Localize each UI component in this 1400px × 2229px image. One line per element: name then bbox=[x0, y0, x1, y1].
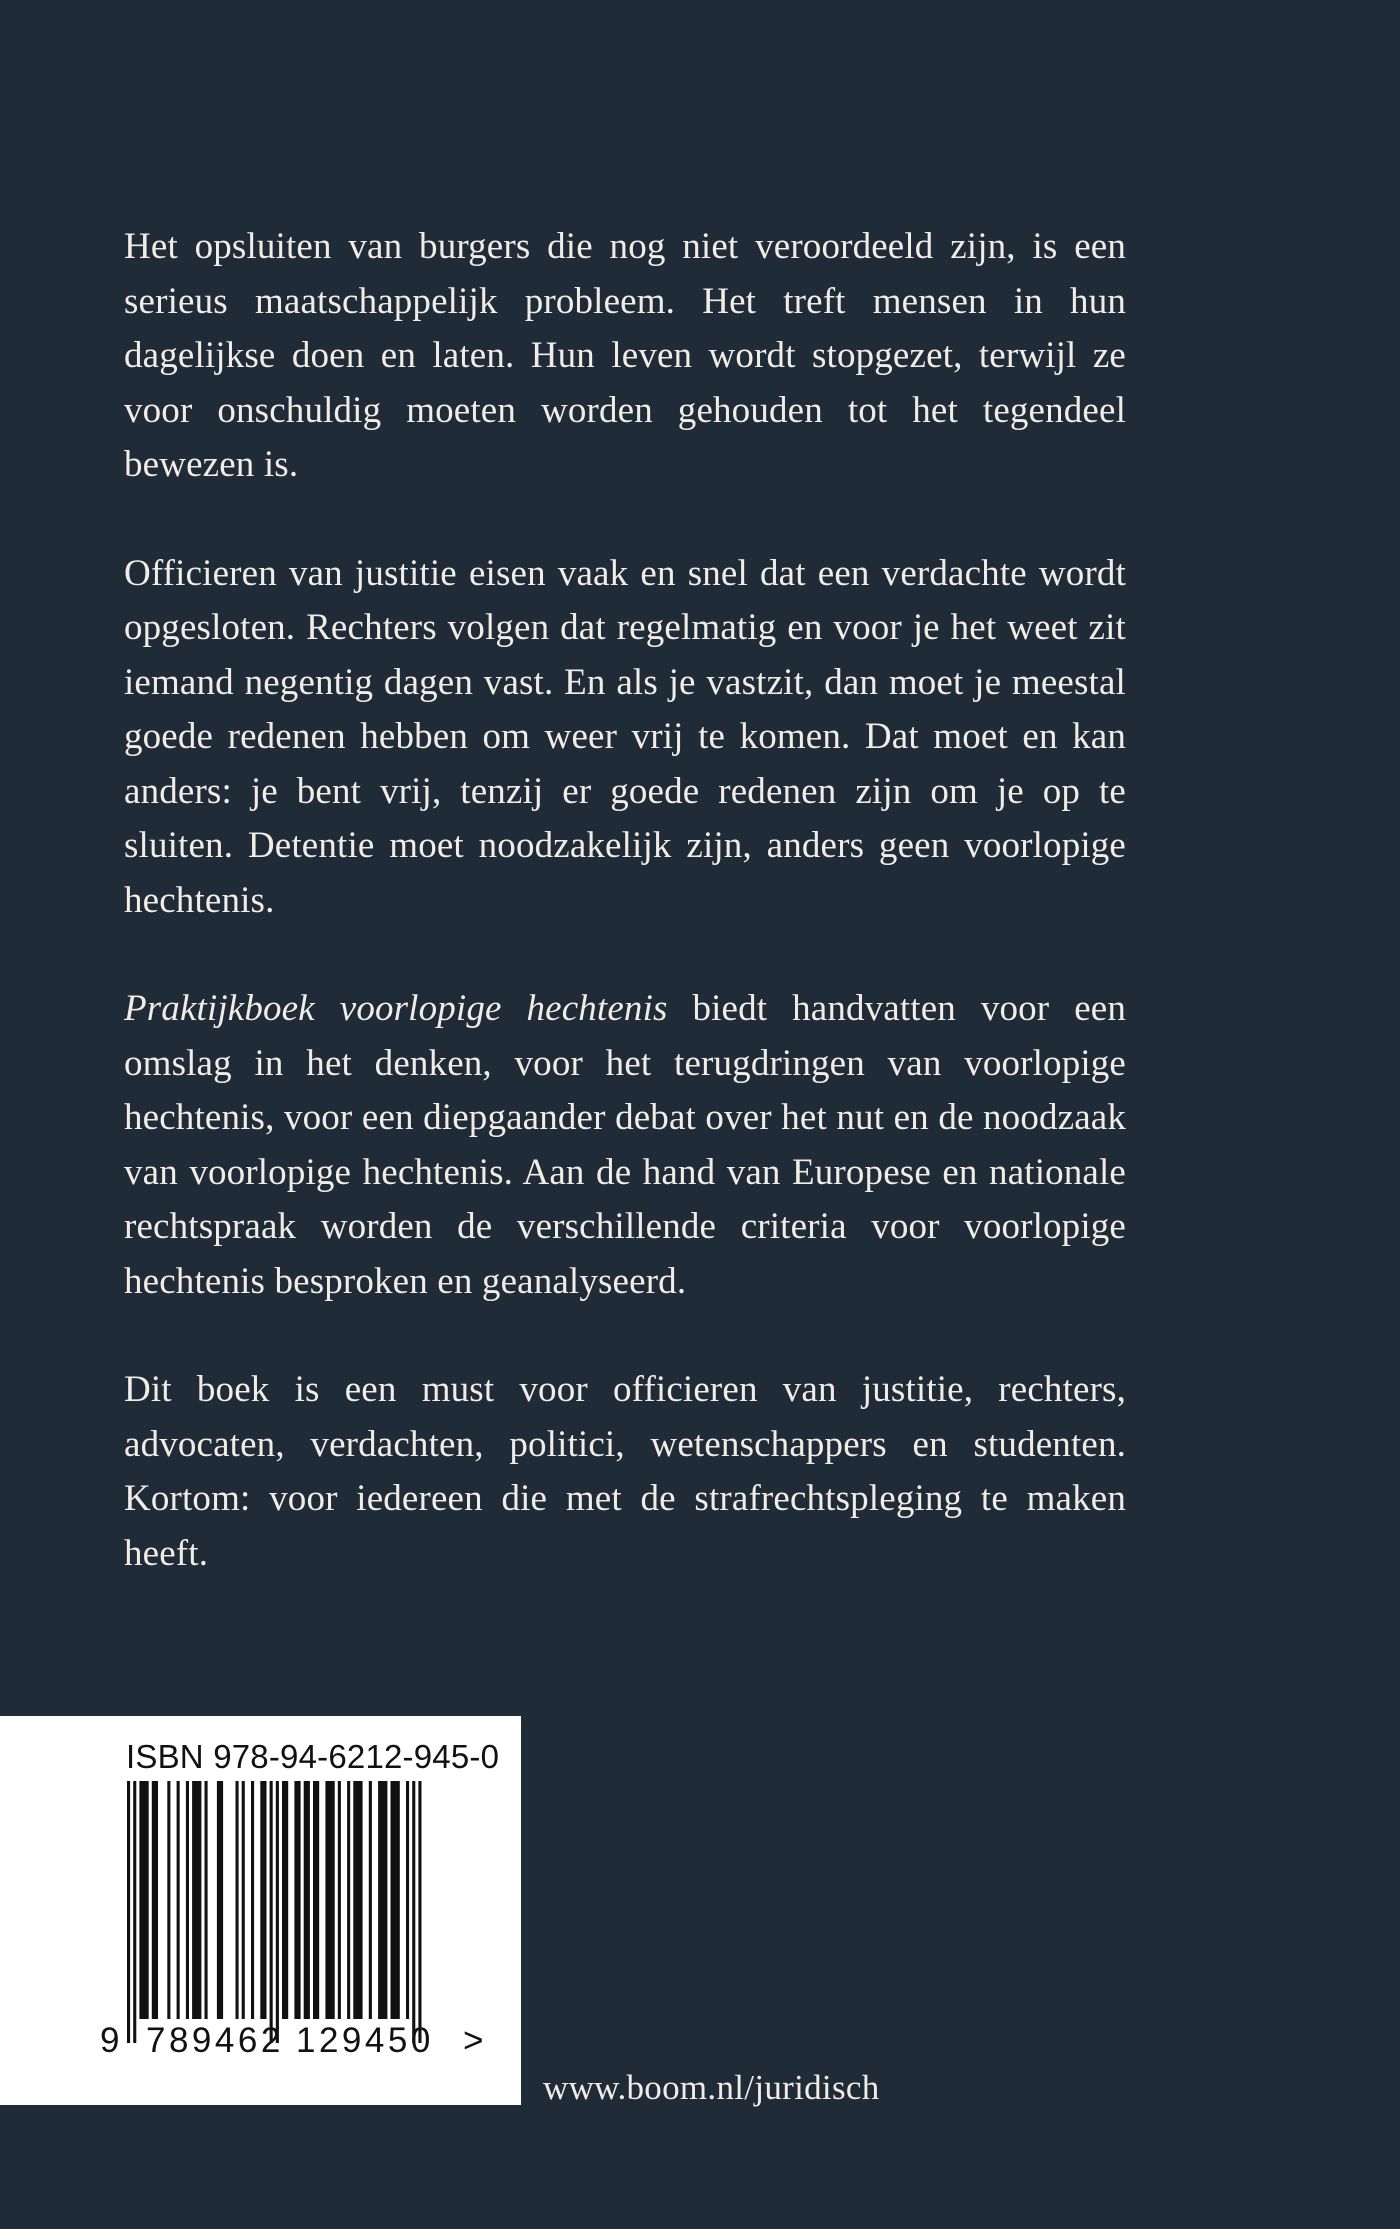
blurb-paragraph-4: Dit boek is een must voor officieren van justitie, rechters, advocaten, verdachten, politici, wetenschappers en studenten. Kortom: voor iedereen die met de strafrechtspleging te maken heeft. bbox=[124, 1369, 1126, 1574]
barcode-bar bbox=[313, 1781, 319, 2019]
barcode-digit-first: 9 bbox=[100, 2021, 120, 2060]
barcode-bar bbox=[152, 1781, 158, 2019]
barcode-bar bbox=[186, 1781, 189, 2019]
barcode-bar bbox=[260, 1781, 266, 2019]
barcode-bar bbox=[353, 1781, 362, 2019]
publisher-website: www.boom.nl/juridisch bbox=[543, 2068, 880, 2107]
blurb-paragraph-3 bbox=[124, 982, 1126, 1309]
barcode-bar bbox=[391, 1781, 400, 2019]
barcode-bar bbox=[406, 1781, 409, 2019]
barcode-bar bbox=[338, 1781, 341, 2019]
barcode-bar bbox=[294, 1781, 300, 2019]
barcode-bar bbox=[412, 1781, 415, 2043]
ean-barcode bbox=[127, 1781, 447, 2043]
barcode-bar bbox=[369, 1781, 372, 2019]
barcode-quiet-zone-mark: > bbox=[463, 2021, 484, 2060]
barcode-bar bbox=[217, 1781, 223, 2019]
barcode-bar bbox=[139, 1781, 148, 2019]
barcode-bar bbox=[378, 1781, 387, 2019]
barcode-bar bbox=[270, 1781, 273, 2043]
barcode-bar bbox=[177, 1781, 180, 2019]
barcode-bar bbox=[167, 1781, 170, 2019]
barcode-bar bbox=[251, 1781, 254, 2019]
blurb-paragraph-2: Officieren van justitie eisen vaak en snel dat een verdachte wordt opgesloten. Rechters volgen dat regelmatig en voor je het weet zit iemand negentig dagen vast. En als je vastzit, dan moet je meestal goede redenen hebben om weer vrij te komen. Dat moet en kan anders: je bent vrij, tenzij er goede redenen zijn om je op te sluiten. Detentie moet noodzakelijk zijn, anders geen voorlopige hechtenis. bbox=[124, 552, 1126, 921]
barcode-bar bbox=[304, 1781, 310, 2019]
blurb-paragraph-3-rest: biedt handvatten voor een omslag in het denken, voor het terugdringen van voorlopige hechtenis, voor een diepgaander debat over het nut en de noodzaak van voorlopige hechtenis. Aan de hand van Europese en nationale rechtspraak worden de verschillende criteria voor voorlopige hechtenis besproken en geanalyseerd. bbox=[124, 988, 1126, 1302]
barcode-bar bbox=[236, 1781, 239, 2019]
barcode-bar bbox=[347, 1781, 350, 2019]
barcode-bar bbox=[282, 1781, 288, 2019]
blurb-text bbox=[124, 220, 1126, 1635]
isbn-label: ISBN 978-94-6212-945-0 bbox=[126, 1738, 500, 1775]
barcode-bar bbox=[192, 1781, 201, 2019]
barcode-bar bbox=[133, 1781, 136, 2043]
barcode-bar bbox=[205, 1781, 208, 2019]
barcode-digits-right: 129450 bbox=[296, 2021, 434, 2060]
barcode-bar bbox=[276, 1781, 279, 2043]
book-title: Praktijkboek voorlopige hechtenis bbox=[124, 988, 668, 1029]
barcode-digits bbox=[100, 2021, 490, 2065]
barcode-bar bbox=[242, 1781, 245, 2019]
barcode-bar bbox=[418, 1781, 421, 2043]
barcode-bar bbox=[325, 1781, 334, 2019]
blurb-paragraph-1: Het opsluiten van burgers die nog niet veroordeeld zijn, is een serieus maatschappelijk probleem. Het treft mensen in hun dagelijkse doen en laten. Hun leven wordt stopgezet, terwijl ze voor onschuldig moeten worden gehouden tot het tegendeel bewezen is. bbox=[124, 226, 1126, 485]
barcode-digits-left: 789462 bbox=[146, 2021, 284, 2060]
barcode-bar bbox=[127, 1781, 130, 2043]
